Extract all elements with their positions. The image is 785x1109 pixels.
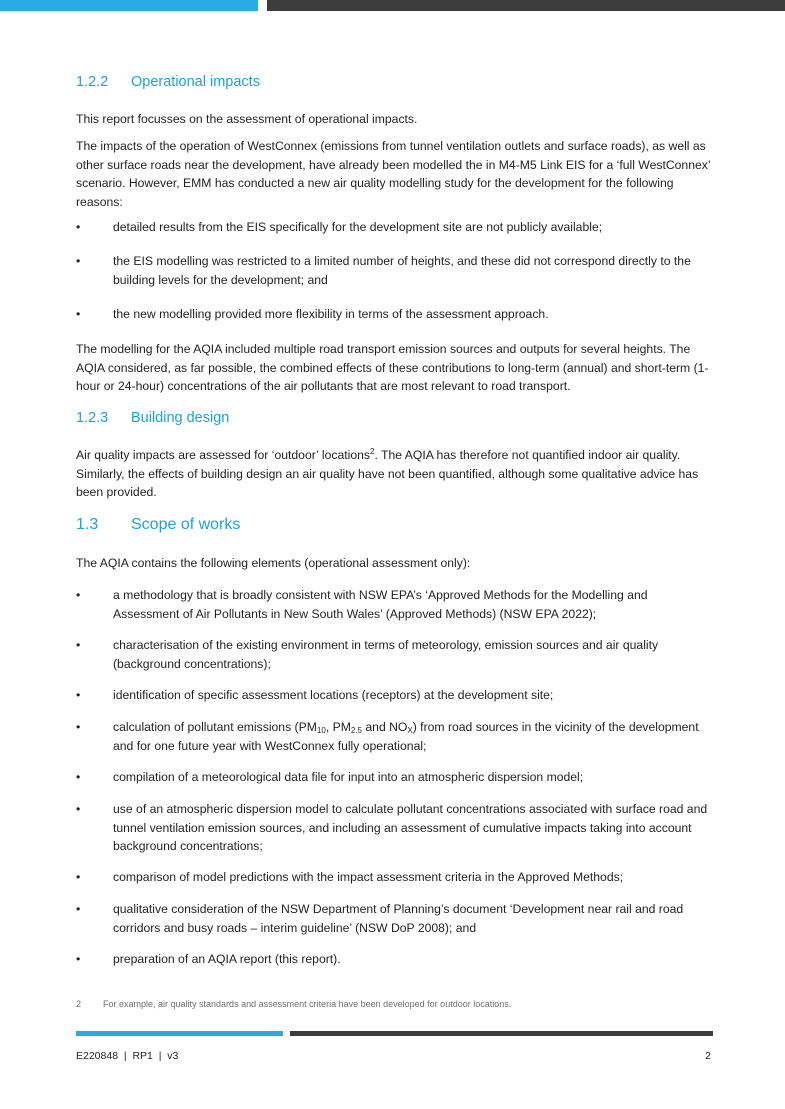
list-item-text: comparison of model predictions with the impact assessment criteria in the Approved Methods; — [113, 870, 624, 884]
bullet-marker: • — [76, 952, 81, 966]
section-title: Operational impacts — [131, 74, 260, 90]
bullet-marker: • — [76, 870, 81, 884]
list-item-text: detailed results from the EIS specifically for the development site are not publicly available; — [113, 220, 603, 234]
bullet-marker: • — [76, 802, 81, 816]
paragraph-intro: This report focusses on the assessment of operational impacts. — [76, 112, 418, 126]
text-run: , PM — [325, 720, 351, 734]
subscript: 2.5 — [350, 726, 362, 735]
paragraph-elements-intro: The AQIA contains the following elements (operational assessment only): — [76, 556, 471, 570]
footer-accent-bar-blue — [76, 1031, 283, 1036]
footnote-number: 2 — [76, 999, 82, 1009]
footnote — [76, 999, 511, 1009]
top-accent-bar-blue — [0, 0, 258, 11]
list-item-text: characterisation of the existing environment in terms of meteorology, emission sources and air quality (background concentrations); — [113, 638, 659, 671]
bullet-marker: • — [76, 638, 81, 652]
footnote-reference: 2 — [370, 447, 375, 456]
footnote-text: For example, air quality standards and assessment criteria have been developed for outdoor locations. — [103, 999, 512, 1009]
list-item-text: qualitative consideration of the NSW Department of Planning’s document ‘Development near rail and road corridors and busy roads – interim guideline’ (NSW DoP 2008); and — [113, 902, 684, 935]
bullet-marker: • — [76, 902, 81, 916]
section-heading-1-2-3 — [76, 410, 229, 426]
section-heading-1-2-2 — [76, 74, 260, 90]
page-number: 2 — [705, 1050, 711, 1062]
list-item-text: preparation of an AQIA report (this report). — [113, 952, 341, 966]
bullet-marker: • — [76, 220, 81, 234]
paragraph-building-design — [76, 446, 716, 502]
paragraph-westconnex: The impacts of the operation of WestConnex (emissions from tunnel ventilation outlets and surface roads), as well as other surface roads near the development, have already been modelled the in M4-M5 Link EIS for a ‘full WestConnex’ scenario. However, EMM has conducted a new air quality modelling study for the development for the following reasons: — [76, 139, 711, 209]
section-number: 1.2.2 — [76, 74, 109, 90]
list-item-text — [113, 718, 713, 755]
subscript: 10 — [316, 726, 326, 735]
section-title: Scope of works — [131, 516, 241, 533]
section-title: Building design — [131, 410, 230, 426]
paragraph-modelling: The modelling for the AQIA included multiple road transport emission sources and outputs for several heights. The AQIA considered, as far possible, the combined effects of these contributions to long-term (annual) and short-term (1-hour or 24-hour) concentrations of the air pollutants that are most relevant to road transport. — [76, 342, 709, 393]
bullet-marker: • — [76, 307, 81, 321]
document-reference: E220848 | RP1 | v3 — [76, 1050, 179, 1062]
bullet-marker: • — [76, 770, 81, 784]
section-number: 1.3 — [76, 516, 99, 533]
bullet-marker: • — [76, 588, 81, 602]
bullet-marker: • — [76, 688, 81, 702]
top-accent-bar-dark — [267, 0, 785, 11]
text-run: and NO — [362, 720, 408, 734]
list-item-text: identification of specific assessment locations (receptors) at the development site; — [113, 688, 554, 702]
list-item-text: the new modelling provided more flexibility in terms of the assessment approach. — [113, 307, 549, 321]
list-item-text: use of an atmospheric dispersion model to calculate pollutant concentrations associated with surface road and tunnel ventilation emission sources, and including an assessment of cumulative impacts taking into account background concentrations; — [113, 802, 708, 853]
list-item-text: a methodology that is broadly consistent with NSW EPA’s ‘Approved Methods for the Modelling and Assessment of Air Pollutants in New South Wales’ (Approved Methods) (NSW EPA 2022); — [113, 588, 648, 621]
subscript: X — [407, 726, 413, 735]
text-run: calculation of pollutant emissions (PM — [113, 720, 317, 734]
bullet-marker: • — [76, 254, 81, 268]
section-number: 1.2.3 — [76, 410, 109, 426]
section-heading-1-3 — [76, 516, 240, 534]
list-item-text: compilation of a meteorological data file for input into an atmospheric dispersion model; — [113, 770, 584, 784]
footer-accent-bar-dark — [290, 1031, 713, 1036]
list-item-text: the EIS modelling was restricted to a limited number of heights, and these did not correspond directly to the building levels for the development; and — [113, 254, 691, 287]
bullet-marker: • — [76, 720, 81, 734]
text-run: Air quality impacts are assessed for ‘outdoor’ locations — [76, 448, 370, 462]
text-run: . The AQIA has therefore not quantified indoor air quality. Similarly, the effects of building design an air quality have not been quantified, although some qualitative advice has been provided. — [76, 448, 699, 499]
text-run: ) from road sources in the vicinity of the development and for one future year with WestConnex fully operational; — [113, 720, 699, 753]
